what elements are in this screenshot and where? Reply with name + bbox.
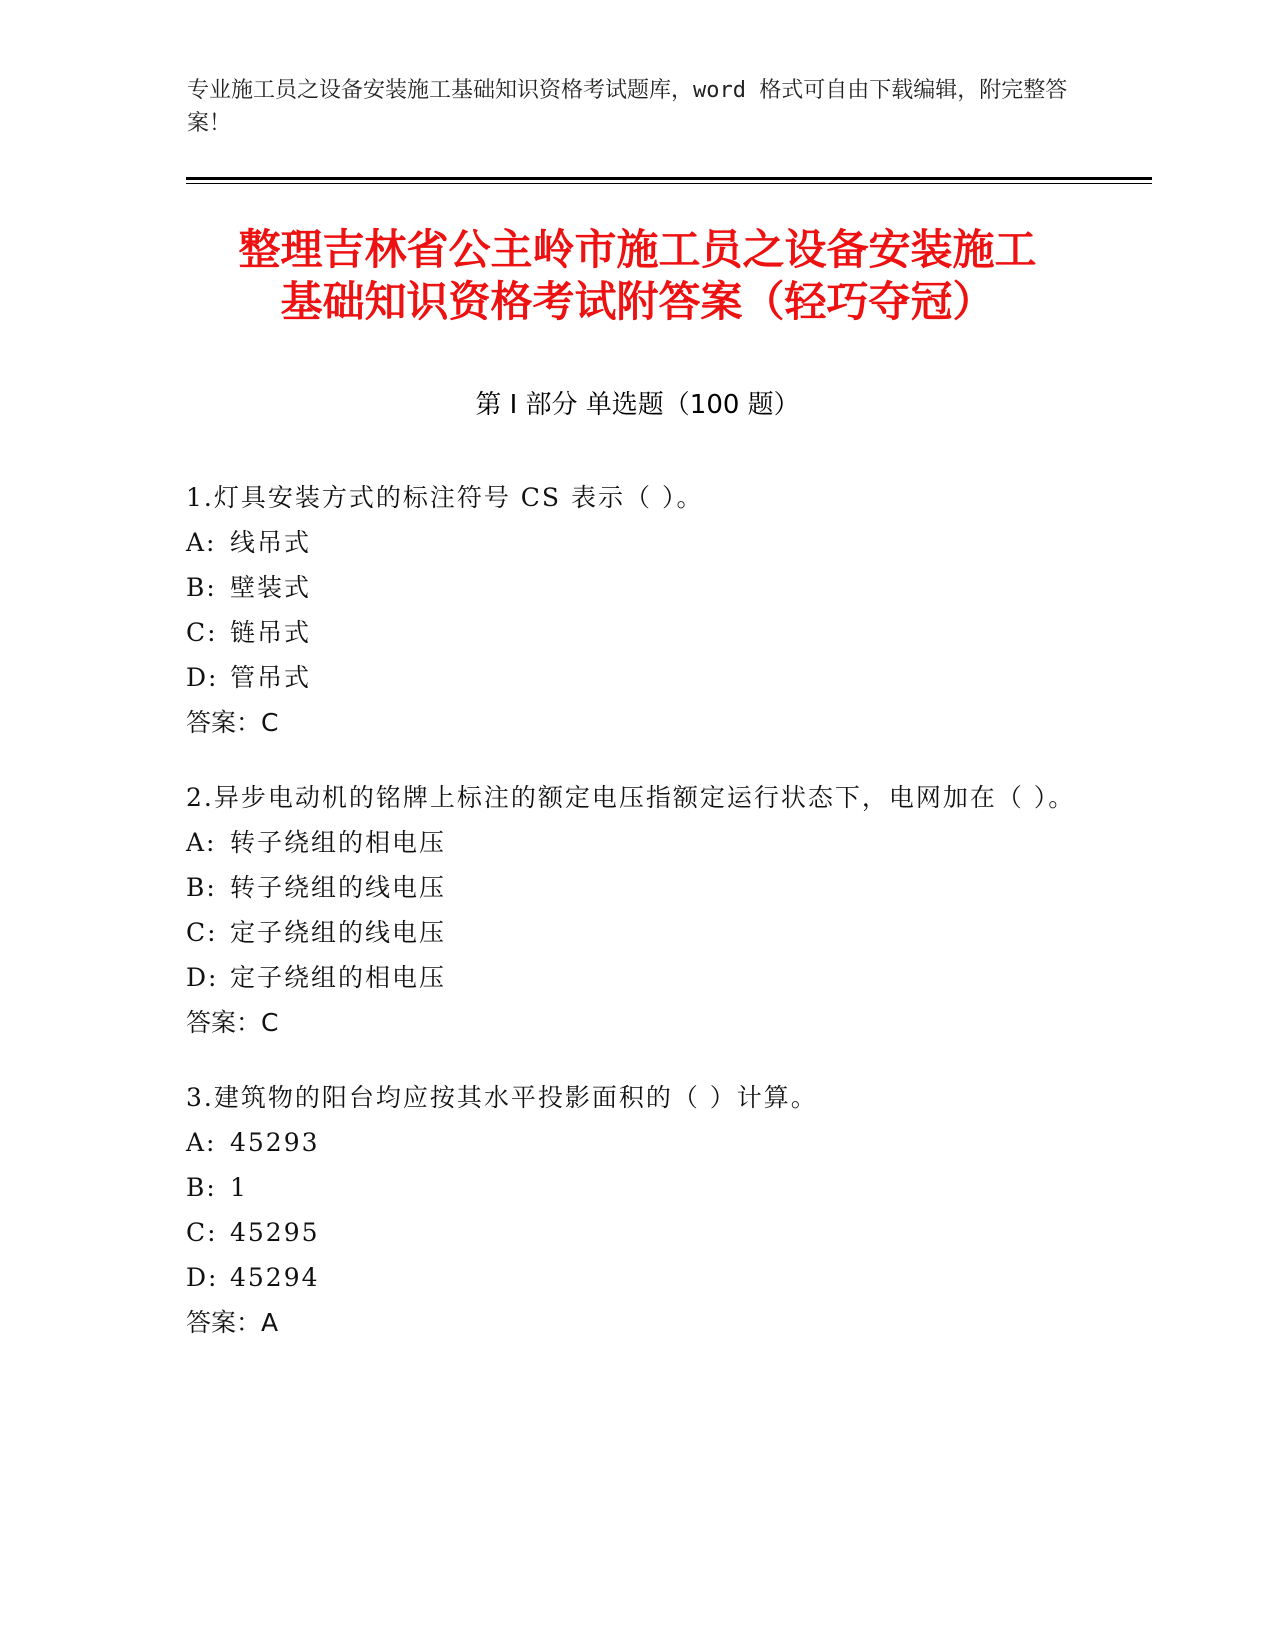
option-letter: B: — [186, 1173, 217, 1202]
option-text: 45294 — [230, 1263, 320, 1292]
option-d — [186, 1255, 1086, 1300]
question-2 — [186, 776, 1086, 1046]
answer-label: 答案：C — [186, 708, 279, 737]
option-text: 45295 — [230, 1218, 320, 1247]
option-text: 管吊式 — [230, 663, 312, 692]
question-stem: 1.灯具安装方式的标注符号 CS 表示（ ）。 — [186, 483, 704, 512]
option-letter: B: — [186, 573, 217, 602]
option-text: 壁装式 — [230, 573, 312, 602]
section-title: 第 I 部分 单选题（100 题） — [475, 390, 800, 420]
option-text: 1 — [230, 1173, 248, 1202]
question-3 — [186, 1076, 1086, 1346]
option-letter: C: — [186, 918, 218, 947]
option-c — [186, 1210, 1086, 1255]
option-text: 45293 — [230, 1128, 320, 1157]
option-text: 定子绕组的线电压 — [230, 918, 447, 947]
option-b — [186, 865, 1086, 910]
question-list — [186, 476, 1086, 1376]
option-letter: A: — [186, 828, 217, 857]
option-letter: D: — [186, 663, 219, 692]
option-text: 定子绕组的相电压 — [230, 963, 447, 992]
header-divider-thick — [186, 177, 1152, 180]
option-a — [186, 820, 1086, 865]
option-letter: C: — [186, 1218, 218, 1247]
option-letter: A: — [186, 528, 217, 557]
option-b — [186, 1165, 1086, 1210]
option-d — [186, 655, 1086, 700]
option-a — [186, 1120, 1086, 1165]
option-letter: D: — [186, 1263, 219, 1292]
option-letter: C: — [186, 618, 218, 647]
option-c — [186, 610, 1086, 655]
document-title — [150, 224, 1125, 328]
option-letter: A: — [186, 1128, 217, 1157]
document-title-line-2: 基础知识资格考试附答案（轻巧夺冠） — [280, 277, 995, 326]
document-title-line-1: 整理吉林省公主岭市施工员之设备安装施工 — [238, 225, 1037, 274]
option-b — [186, 565, 1086, 610]
option-a — [186, 520, 1086, 565]
header-divider-thin — [186, 183, 1152, 184]
option-c — [186, 910, 1086, 955]
option-text: 转子绕组的相电压 — [230, 828, 447, 857]
answer-label: 答案：A — [186, 1308, 279, 1337]
question-stem: 2.异步电动机的铭牌上标注的额定电压指额定运行状态下，电网加在（ ）。 — [186, 783, 1076, 812]
option-letter: D: — [186, 963, 219, 992]
question-stem: 3.建筑物的阳台均应按其水平投影面积的（ ）计算。 — [186, 1083, 818, 1112]
option-letter: B: — [186, 873, 217, 902]
option-text: 链吊式 — [230, 618, 312, 647]
header-note: 专业施工员之设备安装施工基础知识资格考试题库，word 格式可自由下载编辑，附完整答案！ — [187, 78, 1068, 136]
question-1 — [186, 476, 1086, 746]
answer-label: 答案：C — [186, 1008, 279, 1037]
option-d — [186, 955, 1086, 1000]
option-text: 转子绕组的线电压 — [230, 873, 447, 902]
option-text: 线吊式 — [230, 528, 312, 557]
